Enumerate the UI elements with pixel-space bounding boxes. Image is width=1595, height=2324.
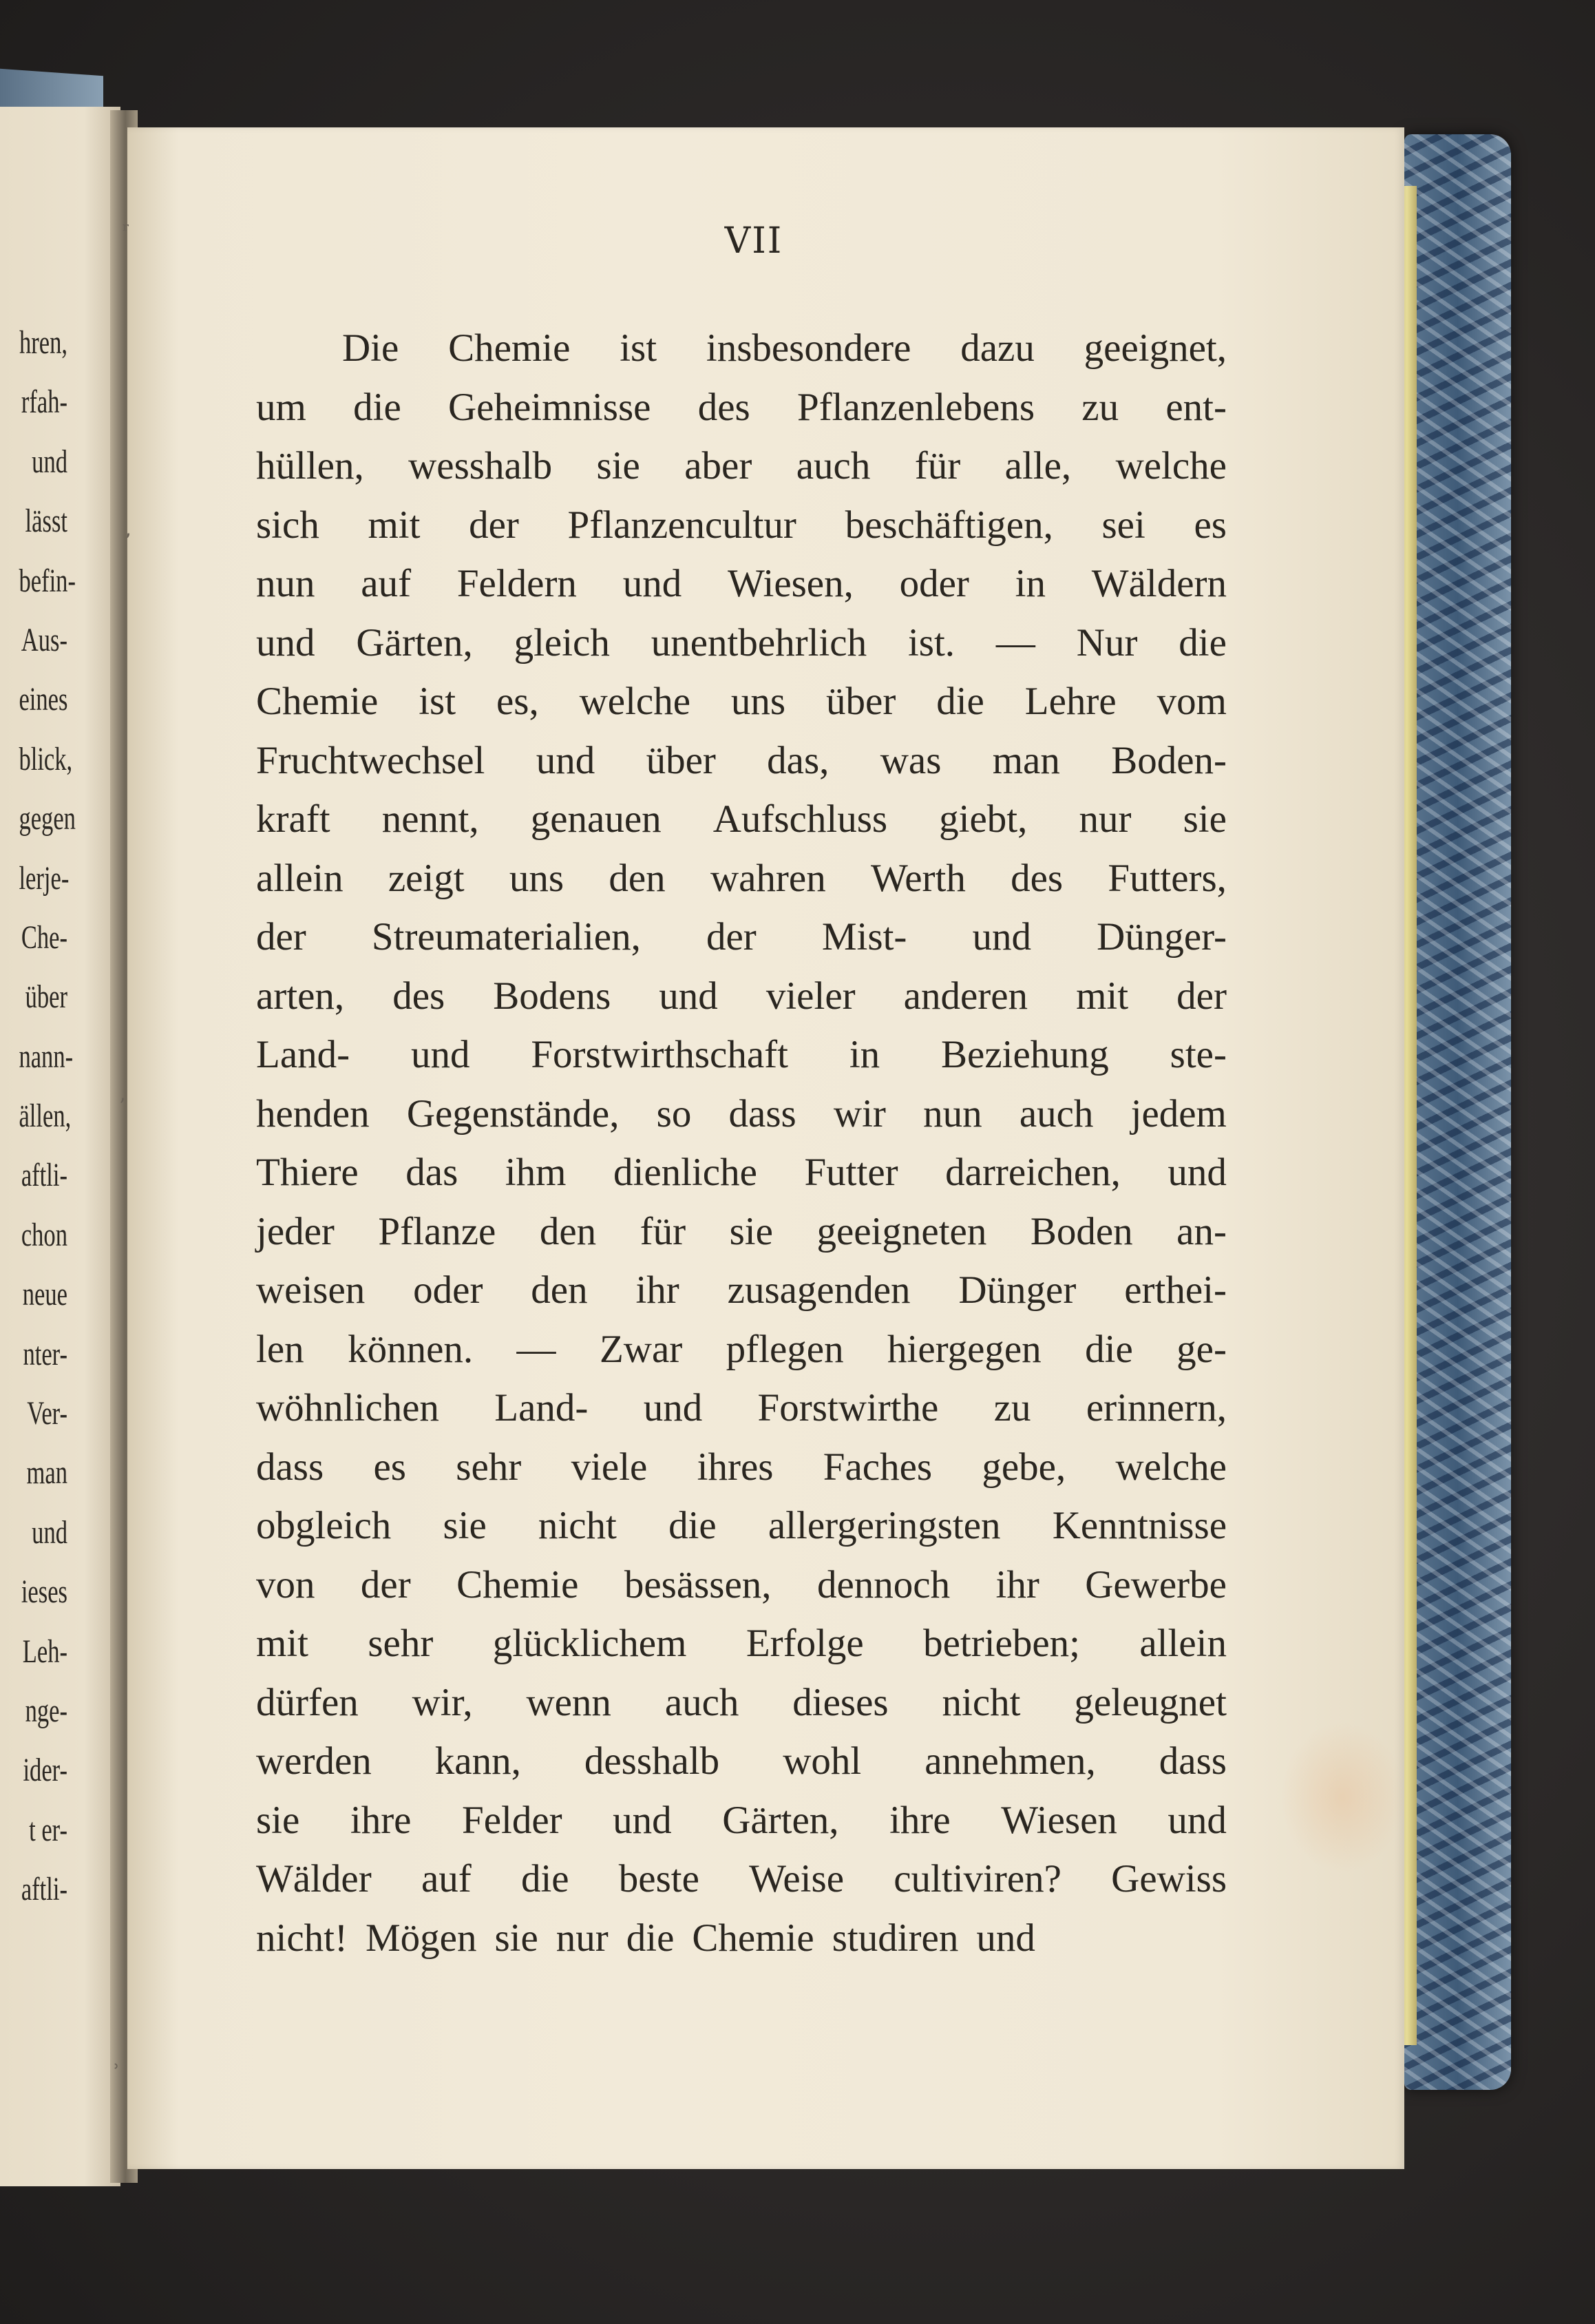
word: sie: [256, 1798, 300, 1842]
text-line: [256, 1320, 1227, 1379]
word: allein: [1139, 1622, 1227, 1665]
word: in: [849, 1033, 880, 1076]
word: Boden-: [1111, 738, 1227, 782]
word: zu: [993, 1386, 1031, 1430]
margin-mark: ʳ: [123, 219, 130, 243]
word: wenn: [526, 1680, 611, 1724]
word: allein: [256, 856, 344, 900]
word: der: [469, 503, 519, 547]
word: das: [405, 1151, 458, 1194]
word: es: [1194, 503, 1227, 547]
word: weisen: [256, 1268, 366, 1312]
word: anderen: [903, 974, 1028, 1018]
word: Forstwirthe: [757, 1386, 939, 1430]
word: Aufschluss: [712, 797, 888, 841]
word: des: [392, 974, 445, 1018]
facing-page-line: t er-: [29, 1811, 67, 1848]
word: Mögen: [365, 1916, 477, 1960]
text-line: [256, 437, 1227, 496]
word: dennoch: [816, 1562, 951, 1606]
word: für: [640, 1209, 686, 1253]
word: kann,: [434, 1739, 521, 1783]
word: es,: [496, 680, 539, 723]
facing-page-line: befin-: [19, 562, 76, 599]
word: allergeringsten: [768, 1504, 1001, 1547]
word: auf: [361, 562, 412, 605]
facing-page-line: aftli-: [21, 1871, 67, 1908]
word: um: [256, 385, 306, 429]
word: und: [643, 1386, 703, 1430]
word: Mist-: [821, 915, 907, 959]
word: annehmen,: [925, 1739, 1096, 1783]
word: die: [520, 1857, 569, 1901]
word: sie: [443, 1504, 487, 1547]
word: Weise: [749, 1857, 844, 1901]
word: Faches: [823, 1445, 933, 1489]
word: uns: [730, 680, 786, 723]
text-line: [256, 672, 1227, 731]
word: für: [914, 444, 961, 488]
word: desshalb: [584, 1739, 720, 1783]
word: Chemie: [692, 1916, 814, 1960]
word: ist.: [907, 620, 955, 664]
word: was: [880, 738, 942, 782]
word: sie: [494, 1916, 538, 1960]
word: der: [360, 1562, 411, 1606]
word: und: [410, 1033, 470, 1076]
word: dieses: [792, 1680, 889, 1724]
word: uns: [509, 856, 564, 900]
word: Geheimnisse: [448, 385, 651, 429]
text-line: [256, 849, 1227, 908]
word: vom: [1156, 680, 1227, 723]
word: erinnern,: [1086, 1386, 1227, 1430]
word: sie: [729, 1209, 773, 1253]
word: nur: [556, 1916, 609, 1960]
word: Wiesen: [1001, 1798, 1117, 1842]
word: henden: [256, 1091, 370, 1135]
text-line: [256, 1202, 1227, 1262]
facing-page-line: und: [32, 1514, 67, 1551]
word: mit: [1076, 974, 1129, 1018]
word: und: [613, 1798, 672, 1842]
facing-page-line: über: [25, 978, 67, 1016]
margin-mark: ˒: [114, 2055, 120, 2080]
page-number: VII: [724, 220, 783, 262]
facing-page-line: nge-: [25, 1692, 67, 1729]
word: auch: [664, 1680, 739, 1724]
word: sie: [596, 444, 640, 488]
word: die: [936, 680, 984, 723]
text-line: [256, 1732, 1227, 1791]
word: Kenntnisse: [1052, 1504, 1227, 1547]
text-line: [256, 1673, 1227, 1732]
facing-page-line: ider-: [23, 1752, 67, 1789]
text-line: [256, 731, 1227, 791]
word: können.: [348, 1327, 474, 1371]
word: jeder: [256, 1209, 335, 1253]
word: des: [1011, 856, 1064, 900]
word: wahren: [710, 856, 826, 900]
word: Chemie: [256, 680, 379, 723]
word: so: [656, 1091, 692, 1135]
word: hüllen,: [256, 444, 364, 488]
word: Fruchtwechsel: [256, 738, 485, 782]
word: den: [531, 1268, 588, 1312]
word: gleich: [514, 620, 610, 664]
word: besässen,: [624, 1562, 772, 1606]
word: nennt,: [381, 797, 479, 841]
word: dass: [256, 1445, 324, 1489]
word: nun: [923, 1091, 982, 1135]
word: nun: [256, 562, 315, 605]
word: hiergegen: [887, 1327, 1042, 1371]
word: und: [659, 974, 718, 1018]
facing-page-line: aftli-: [21, 1157, 67, 1194]
word: sehr: [456, 1445, 522, 1489]
word: Gewerbe: [1085, 1562, 1227, 1606]
word: oder: [413, 1268, 483, 1312]
word: es: [373, 1445, 406, 1489]
word: vieler: [765, 974, 856, 1018]
word: wir: [833, 1091, 886, 1135]
text-line: [256, 1025, 1227, 1085]
word: Dünger: [958, 1268, 1077, 1312]
facing-page-line: Ver-: [27, 1395, 67, 1432]
facing-page-line: nann-: [19, 1038, 74, 1075]
word: —: [516, 1327, 556, 1371]
word: der: [706, 915, 757, 959]
word: Gärten,: [356, 620, 473, 664]
word: unentbehrlich: [651, 620, 867, 664]
word: jedem: [1130, 1091, 1227, 1135]
word: sich: [256, 503, 319, 547]
word: ent-: [1165, 385, 1227, 429]
word: Streumaterialien,: [371, 915, 641, 959]
word: Erfolge: [746, 1622, 864, 1665]
word: und: [1168, 1151, 1227, 1194]
word: die: [626, 1916, 675, 1960]
word: nicht: [538, 1504, 617, 1547]
word: Futter: [804, 1151, 898, 1194]
facing-page-line: man: [26, 1454, 67, 1491]
facing-page-line: Aus-: [21, 621, 68, 658]
text-line: [256, 378, 1227, 437]
facing-page-text: [19, 313, 76, 1920]
word: genauen: [530, 797, 662, 841]
word: und: [536, 738, 595, 782]
facing-page-line: neue: [22, 1276, 67, 1313]
marbled-book-cover: [1404, 134, 1511, 2090]
paper-stain: [1280, 1721, 1404, 1873]
word: Land-: [494, 1386, 589, 1430]
facing-page-line: und: [32, 443, 67, 480]
word: kraft: [256, 797, 330, 841]
facing-page-line: Che-: [21, 919, 67, 956]
word: viele: [571, 1445, 648, 1489]
word: Beziehung: [941, 1033, 1109, 1076]
word: in: [1015, 562, 1046, 605]
page-body-text: [256, 319, 1227, 1967]
word: studiren: [832, 1916, 959, 1960]
word: werden: [256, 1739, 372, 1783]
word: Thiere: [256, 1151, 359, 1194]
word: die: [353, 385, 401, 429]
text-line: [256, 1909, 1227, 1968]
word: über: [826, 680, 896, 723]
text-line: [256, 496, 1227, 555]
word: Gegenstände,: [406, 1091, 620, 1135]
word: Felder: [462, 1798, 562, 1842]
facing-page-line: eines: [19, 681, 68, 718]
word: an-: [1176, 1209, 1227, 1253]
word: Dünger-: [1097, 915, 1227, 959]
word: geeigneten: [816, 1209, 987, 1253]
word: sei: [1101, 503, 1145, 547]
word: geleugnet: [1074, 1680, 1227, 1724]
text-line: [256, 1850, 1227, 1909]
word: ihre: [350, 1798, 412, 1842]
word: ihm: [505, 1151, 567, 1194]
word: den: [609, 856, 666, 900]
text-line: [256, 1379, 1227, 1438]
word: gebe,: [982, 1445, 1066, 1489]
facing-page-line: Leh-: [22, 1633, 67, 1670]
word: ge-: [1176, 1327, 1227, 1371]
text-line: [256, 967, 1227, 1026]
word: Werth: [870, 856, 966, 900]
word: auch: [796, 444, 871, 488]
word: von: [256, 1562, 315, 1606]
text-line: [256, 1614, 1227, 1673]
word: geeignet,: [1084, 326, 1227, 370]
word: über: [646, 738, 716, 782]
word: zeigt: [388, 856, 465, 900]
facing-page-line: rfah-: [21, 384, 67, 421]
word: die: [1179, 620, 1227, 664]
facing-page-line: chon: [21, 1216, 67, 1253]
word: pflegen: [726, 1327, 844, 1371]
text-line: [256, 1438, 1227, 1497]
word: die: [668, 1504, 717, 1547]
facing-page-line: blick,: [19, 740, 73, 777]
facing-page-line: gegen: [19, 800, 76, 837]
word: und: [256, 620, 315, 664]
word: Bodens: [493, 974, 611, 1018]
text-line: [256, 1261, 1227, 1320]
text-line: [256, 908, 1227, 967]
word: wir,: [412, 1680, 473, 1724]
text-line: [256, 1496, 1227, 1556]
word: —: [995, 620, 1035, 664]
word: wesshalb: [408, 444, 553, 488]
text-line: [256, 554, 1227, 614]
word: alle,: [1004, 444, 1072, 488]
word: insbesondere: [706, 326, 911, 370]
word: und: [976, 1916, 1035, 1960]
word: ste-: [1170, 1033, 1227, 1076]
word: Forstwirthschaft: [531, 1033, 788, 1076]
text-line: [256, 614, 1227, 673]
word: beschäftigen,: [845, 503, 1053, 547]
word: dienliche: [613, 1151, 757, 1194]
facing-page-line: nter-: [23, 1335, 67, 1372]
facing-page-line: hren,: [19, 324, 68, 361]
word: und: [972, 915, 1032, 959]
word: die: [1085, 1327, 1133, 1371]
word: welche: [579, 680, 691, 723]
facing-page-line: ieses: [21, 1573, 67, 1611]
word: wohl: [783, 1739, 862, 1783]
word: das,: [767, 738, 830, 782]
word: wöhnlichen: [256, 1386, 439, 1430]
word: giebt,: [939, 797, 1028, 841]
word: ihre: [889, 1798, 951, 1842]
word: Zwar: [599, 1327, 683, 1371]
word: arten,: [256, 974, 345, 1018]
facing-page-line: lerje-: [19, 859, 70, 897]
word: der: [1176, 974, 1227, 1018]
text-line: [256, 1556, 1227, 1615]
margin-mark: ʼ: [118, 1095, 125, 1119]
word: ihr: [995, 1562, 1039, 1606]
word: cultiviren?: [894, 1857, 1061, 1901]
word: Lehre: [1024, 680, 1117, 723]
text-line: [256, 1143, 1227, 1202]
word: nicht!: [256, 1916, 348, 1960]
facing-page-line: ällen,: [19, 1098, 72, 1135]
word: nicht: [942, 1680, 1021, 1724]
word: dass: [728, 1091, 796, 1135]
word: Land-: [256, 1033, 350, 1076]
word: ist: [620, 326, 657, 370]
word: der: [256, 915, 306, 959]
word: Futters,: [1108, 856, 1227, 900]
word: welche: [1115, 1445, 1227, 1489]
word: Pflanzenlebens: [796, 385, 1035, 429]
word: Wälder: [256, 1857, 372, 1901]
text-line: [256, 319, 1227, 378]
word: ist: [419, 680, 456, 723]
word: sie: [1183, 797, 1227, 841]
word: Chemie: [456, 1562, 579, 1606]
word: Chemie: [448, 326, 571, 370]
margin-mark: ʼ: [124, 530, 131, 554]
word: len: [256, 1327, 304, 1371]
word: Pflanze: [378, 1209, 496, 1253]
word: glücklichem: [492, 1622, 687, 1665]
word: sehr: [368, 1622, 434, 1665]
text-line: [256, 1085, 1227, 1144]
word: Wäldern: [1091, 562, 1227, 605]
word: Boden: [1030, 1209, 1133, 1253]
word: mit: [368, 503, 421, 547]
word: des: [697, 385, 750, 429]
word: Gärten,: [722, 1798, 839, 1842]
word: obgleich: [256, 1504, 392, 1547]
word: nur: [1079, 797, 1132, 841]
word: darreichen,: [945, 1151, 1121, 1194]
word: dürfen: [256, 1680, 359, 1724]
word: betrieben;: [923, 1622, 1080, 1665]
word: zu: [1081, 385, 1119, 429]
word: Wiesen,: [727, 562, 854, 605]
text-line: [256, 790, 1227, 849]
word: beste: [618, 1857, 699, 1901]
word: zusagenden: [727, 1268, 911, 1312]
text-line: [256, 1791, 1227, 1850]
word: welche: [1115, 444, 1227, 488]
word: und: [622, 562, 682, 605]
word: und: [1168, 1798, 1227, 1842]
word: ihres: [697, 1445, 774, 1489]
word: dass: [1159, 1739, 1227, 1783]
facing-page-line: lässt: [25, 503, 67, 540]
word: Nur: [1076, 620, 1138, 664]
word: aber: [684, 444, 752, 488]
word: den: [539, 1209, 597, 1253]
word: auch: [1019, 1091, 1094, 1135]
word: Pflanzencultur: [567, 503, 796, 547]
word: auf: [421, 1857, 472, 1901]
word: Die: [342, 326, 399, 370]
word: Feldern: [456, 562, 577, 605]
word: mit: [256, 1622, 309, 1665]
word: dazu: [960, 326, 1035, 370]
word: oder: [899, 562, 969, 605]
word: ihr: [635, 1268, 679, 1312]
word: erthei-: [1124, 1268, 1227, 1312]
word: Gewiss: [1111, 1857, 1227, 1901]
word: man: [992, 738, 1060, 782]
